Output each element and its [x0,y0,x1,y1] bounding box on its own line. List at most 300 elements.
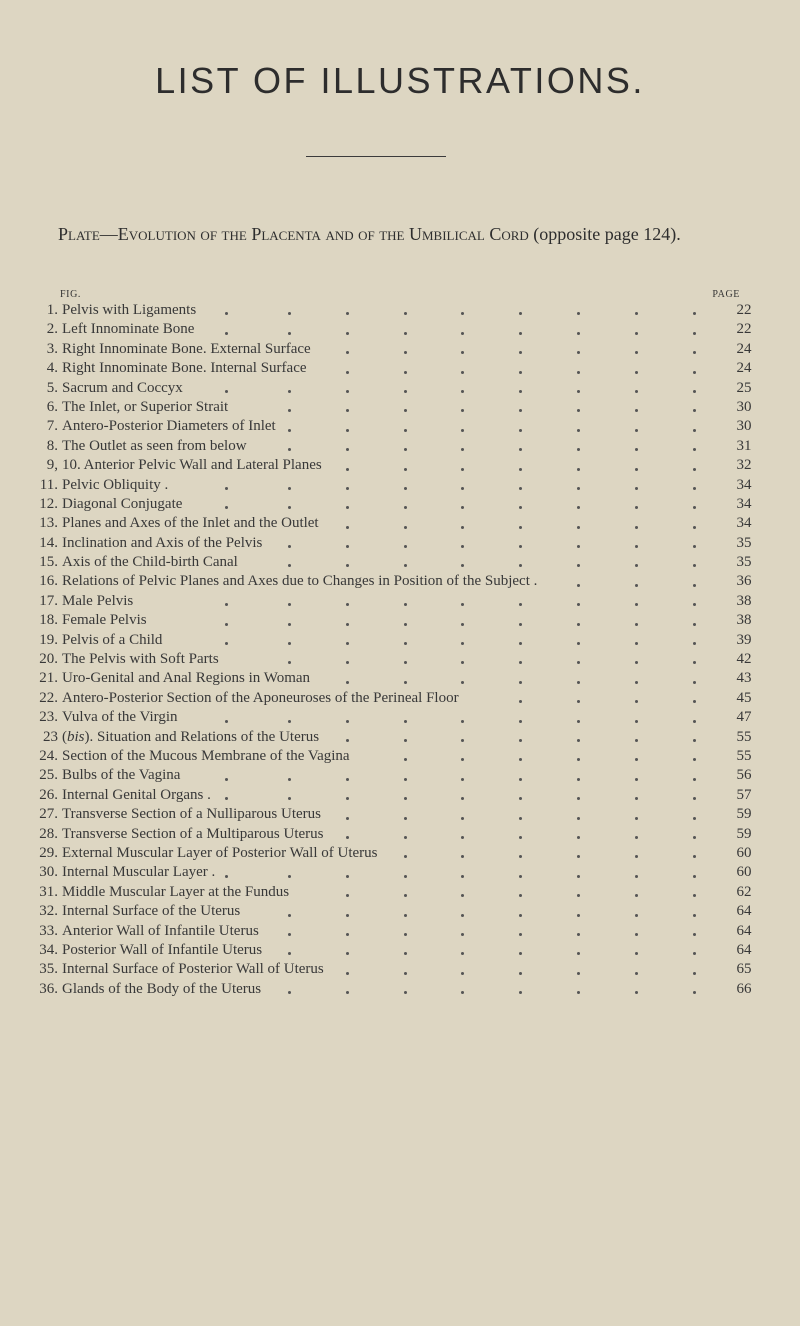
dot-leader [288,390,291,393]
dot-leader [693,603,696,606]
fig-number: 15. [39,554,58,571]
dot-leader [577,603,580,606]
fig-title: Uro-Genital and Anal Regions in Woman [62,670,311,687]
dot-leader [346,545,349,548]
dot-leader [461,855,464,858]
dot-leader [693,894,696,897]
dot-leader [693,312,696,315]
dot-leader [519,623,522,626]
dot-leader [577,332,580,335]
list-item [0,941,800,960]
dot-leader [346,933,349,936]
dot-leader [577,894,580,897]
dot-leader [635,526,638,529]
fig-title: Section of the Mucous Membrane of the Vagina [62,747,350,764]
dot-leader [288,875,291,878]
dot-leader [404,778,407,781]
dot-leader [693,758,696,761]
dot-leader [693,506,696,509]
list-item [0,534,800,553]
dot-leader [404,817,407,820]
dot-leader [693,681,696,684]
dot-leader [404,739,407,742]
page-number: 45 [736,689,752,706]
dot-leader [635,603,638,606]
dot-leader [577,584,580,587]
dot-leader [577,681,580,684]
dot-leader [577,390,580,393]
dot-leader [519,797,522,800]
fig-number: 20. [39,651,58,668]
dot-leader [346,390,349,393]
dot-leader [519,894,522,897]
dot-leader [519,855,522,858]
page-number: 56 [736,767,752,784]
dot-leader [693,875,696,878]
page-number: 31 [736,437,752,454]
dot-leader [519,914,522,917]
dot-leader [519,933,522,936]
dot-leader [288,332,291,335]
page-number: 64 [736,922,752,939]
page-number: 59 [736,825,752,842]
dot-leader [346,487,349,490]
dot-leader [577,758,580,761]
dot-leader [693,914,696,917]
dot-leader [519,351,522,354]
dot-leader [404,933,407,936]
dot-leader [635,468,638,471]
fig-title: Female Pelvis [62,612,147,629]
page-number: 64 [736,903,752,920]
dot-leader [404,758,407,761]
page-number: 24 [736,340,752,357]
page-number: 38 [736,612,752,629]
dot-leader [461,681,464,684]
dot-leader [461,351,464,354]
fig-number: 4. [46,360,58,377]
dot-leader [461,720,464,723]
dot-leader [577,991,580,994]
fig-number: 21. [39,670,58,687]
fig-title: Internal Surface of the Uterus [62,903,241,920]
fig-number: 30. [39,864,58,881]
fig-number: 9, [46,457,58,474]
page-column-header: PAGE [712,289,740,300]
fig-number: 19. [39,631,58,648]
dot-leader [404,545,407,548]
list-item [0,631,800,650]
page-number: 38 [736,592,752,609]
dot-leader [577,506,580,509]
dot-leader [635,409,638,412]
dot-leader [577,371,580,374]
page-number: 47 [736,709,752,726]
dot-leader [693,332,696,335]
dot-leader [461,409,464,412]
dot-leader [346,991,349,994]
dot-leader [519,778,522,781]
illustration-list [0,301,800,999]
dot-leader [577,351,580,354]
fig-number: 26. [39,786,58,803]
dot-leader [693,448,696,451]
dot-leader [288,312,291,315]
dot-leader [635,700,638,703]
dot-leader [404,972,407,975]
dot-leader [519,836,522,839]
list-item [0,417,800,436]
dot-leader [288,720,291,723]
fig-number: 32. [39,903,58,920]
dot-leader [288,778,291,781]
dot-leader [693,584,696,587]
page-number: 57 [736,786,752,803]
dot-leader [577,448,580,451]
dot-leader [346,409,349,412]
dot-leader [225,390,228,393]
dot-leader [635,855,638,858]
fig-number: 24. [39,747,58,764]
fig-title: The Inlet, or Superior Strait [62,398,229,415]
dot-leader [519,661,522,664]
fig-number: 6. [46,398,58,415]
dot-leader [346,564,349,567]
dot-leader [225,797,228,800]
dot-leader [693,545,696,548]
dot-leader [635,332,638,335]
dot-leader [461,817,464,820]
dot-leader [577,545,580,548]
dot-leader [635,487,638,490]
dot-leader [577,409,580,412]
fig-title: 10. Anterior Pelvic Wall and Lateral Planes [62,457,322,474]
dot-leader [519,371,522,374]
dot-leader [288,448,291,451]
dot-leader [577,836,580,839]
dot-leader [519,506,522,509]
dot-leader [404,720,407,723]
page-number: 64 [736,941,752,958]
dot-leader [635,312,638,315]
dot-leader [404,429,407,432]
fig-number: 22. [39,689,58,706]
dot-leader [577,972,580,975]
list-item [0,863,800,882]
fig-column-header: FIG. [60,289,82,300]
list-item [0,844,800,863]
fig-title: Antero-Posterior Diameters of Inlet [62,418,276,435]
dot-leader [693,526,696,529]
fig-number: 27. [39,806,58,823]
dot-leader [693,661,696,664]
fig-title: External Muscular Layer of Posterior Wall of Uterus [62,844,378,861]
dot-leader [635,797,638,800]
list-item [0,728,800,747]
dot-leader [693,972,696,975]
dot-leader [519,468,522,471]
dot-leader [635,817,638,820]
fig-title: Pelvis with Ligaments [62,302,197,318]
dot-leader [404,332,407,335]
dot-leader [346,468,349,471]
page-number: 24 [736,360,752,377]
fig-title: The Pelvis with Soft Parts [62,651,219,668]
dot-leader [404,914,407,917]
fig-title: Planes and Axes of the Inlet and the Outlet [62,515,319,532]
dot-leader [635,584,638,587]
dot-leader [635,758,638,761]
dot-leader [404,681,407,684]
fig-title: Antero-Posterior Section of the Aponeuroses of the Perineal Floor [62,689,459,706]
fig-title: Bulbs of the Vagina [62,767,181,784]
dot-leader [346,526,349,529]
list-item [0,379,800,398]
list-item [0,747,800,766]
list-item [0,572,800,591]
page-number: 22 [736,321,752,338]
dot-leader [635,429,638,432]
dot-leader [519,487,522,490]
dot-leader [461,603,464,606]
dot-leader [635,506,638,509]
dot-leader [346,797,349,800]
dot-leader [346,875,349,878]
dot-leader [404,855,407,858]
dot-leader [225,312,228,315]
fig-number: 3. [46,340,58,357]
page-number: 65 [736,961,752,978]
fig-title: The Outlet as seen from below [62,437,247,454]
list-item [0,456,800,475]
dot-leader [519,817,522,820]
fig-title: Pelvis of a Child [62,631,163,648]
dot-leader [404,487,407,490]
dot-leader [461,526,464,529]
dot-leader [346,623,349,626]
list-item [0,902,800,921]
fig-title: Transverse Section of a Multiparous Uterus [62,825,324,842]
dot-leader [635,778,638,781]
dot-leader [225,642,228,645]
dot-leader [288,797,291,800]
dot-leader [225,778,228,781]
dot-leader [693,409,696,412]
page-number: 66 [736,980,752,997]
dot-leader [635,952,638,955]
dot-leader [346,778,349,781]
dot-leader [404,661,407,664]
plate-note: (opposite page 124). [533,224,681,244]
dot-leader [635,875,638,878]
dot-leader [346,739,349,742]
fig-title: Middle Muscular Layer at the Fundus [62,883,290,900]
list-item [0,786,800,805]
fig-title: (bis). Situation and Relations of the Uterus [62,728,320,745]
dot-leader [577,855,580,858]
dot-leader [346,332,349,335]
fig-number: 8. [46,437,58,454]
fig-number: 2. [46,321,58,338]
dot-leader [635,390,638,393]
dot-leader [577,778,580,781]
dot-leader [693,390,696,393]
list-item [0,495,800,514]
dot-leader [519,526,522,529]
fig-title: Anterior Wall of Infantile Uterus [62,922,259,939]
dot-leader [519,700,522,703]
dot-leader [461,952,464,955]
plate-title: Plate—Evolution of the Placenta and of the Umbilical Cord [58,224,529,244]
dot-leader [577,661,580,664]
dot-leader [635,371,638,374]
dot-leader [693,778,696,781]
dot-leader [693,836,696,839]
dot-leader [404,797,407,800]
dot-leader [693,351,696,354]
dot-leader [577,875,580,878]
dot-leader [519,448,522,451]
dot-leader [225,720,228,723]
fig-title: Internal Surface of Posterior Wall of Uterus [62,961,324,978]
fig-title: Sacrum and Coccyx [62,379,183,396]
fig-number: 23 [43,728,58,745]
dot-leader [519,720,522,723]
dot-leader [461,894,464,897]
list-item [0,611,800,630]
fig-title: Pelvic Obliquity . [62,476,169,493]
dot-leader [693,564,696,567]
dot-leader [577,623,580,626]
dot-leader [404,506,407,509]
dot-leader [635,661,638,664]
dot-leader [635,836,638,839]
dot-leader [288,933,291,936]
dot-leader [693,371,696,374]
page-number: 34 [736,495,752,512]
dot-leader [461,875,464,878]
dot-leader [635,894,638,897]
list-item [0,359,800,378]
dot-leader [635,642,638,645]
dot-leader [577,564,580,567]
dot-leader [519,952,522,955]
page-title: LIST OF ILLUSTRATIONS. [155,60,645,101]
page-number: 42 [736,651,752,668]
list-item [0,825,800,844]
dot-leader [519,545,522,548]
dot-leader [519,875,522,878]
dot-leader [461,390,464,393]
fig-number: 35. [39,961,58,978]
dot-leader [519,758,522,761]
dot-leader [461,429,464,432]
dot-leader [346,914,349,917]
dot-leader [635,564,638,567]
dot-leader [635,914,638,917]
fig-number: 33. [39,922,58,939]
dot-leader [693,991,696,994]
fig-number: 7. [46,418,58,435]
dot-leader [577,933,580,936]
list-item [0,592,800,611]
dot-leader [404,991,407,994]
page-number: 35 [736,554,752,571]
dot-leader [635,545,638,548]
dot-leader [404,409,407,412]
dot-leader [635,623,638,626]
dot-leader [577,468,580,471]
dot-leader [519,564,522,567]
dot-leader [693,933,696,936]
list-item [0,514,800,533]
dot-leader [635,991,638,994]
fig-title: Male Pelvis [62,592,134,609]
fig-title: Relations of Pelvic Planes and Axes due to Changes in Position of the Subject . [62,573,538,590]
dot-leader [404,390,407,393]
fig-title: Vulva of the Virgin [62,709,178,726]
dot-leader [288,661,291,664]
fig-title: Axis of the Child-birth Canal [62,554,238,571]
list-item [0,340,800,359]
list-item [0,689,800,708]
dot-leader [225,487,228,490]
page-number: 55 [736,728,752,745]
list-item [0,320,800,339]
dot-leader [461,739,464,742]
list-item [0,766,800,785]
dot-leader [404,952,407,955]
dot-leader [404,894,407,897]
dot-leader [288,952,291,955]
dot-leader [693,468,696,471]
page-number: 39 [736,631,752,648]
dot-leader [519,390,522,393]
dot-leader [693,487,696,490]
dot-leader [461,487,464,490]
dot-leader [288,642,291,645]
dot-leader [577,312,580,315]
fig-number: 28. [39,825,58,842]
dot-leader [225,875,228,878]
dot-leader [577,952,580,955]
dot-leader [404,526,407,529]
list-item [0,980,800,999]
page-number: 34 [736,515,752,532]
dot-leader [461,332,464,335]
dot-leader [346,448,349,451]
plate-line [58,224,681,245]
dot-leader [519,603,522,606]
dot-leader [288,545,291,548]
dot-leader [519,312,522,315]
dot-leader [346,642,349,645]
dot-leader [461,448,464,451]
dot-leader [461,661,464,664]
fig-title: Right Innominate Bone. Internal Surface [62,360,307,377]
fig-title: Left Innominate Bone [62,321,195,338]
list-item [0,883,800,902]
list-item [0,669,800,688]
page-number: 43 [736,670,752,687]
page-number: 30 [736,398,752,415]
dot-leader [693,739,696,742]
dot-leader [635,739,638,742]
dot-leader [288,603,291,606]
dot-leader [577,700,580,703]
dot-leader [404,448,407,451]
title-rule [306,156,446,157]
